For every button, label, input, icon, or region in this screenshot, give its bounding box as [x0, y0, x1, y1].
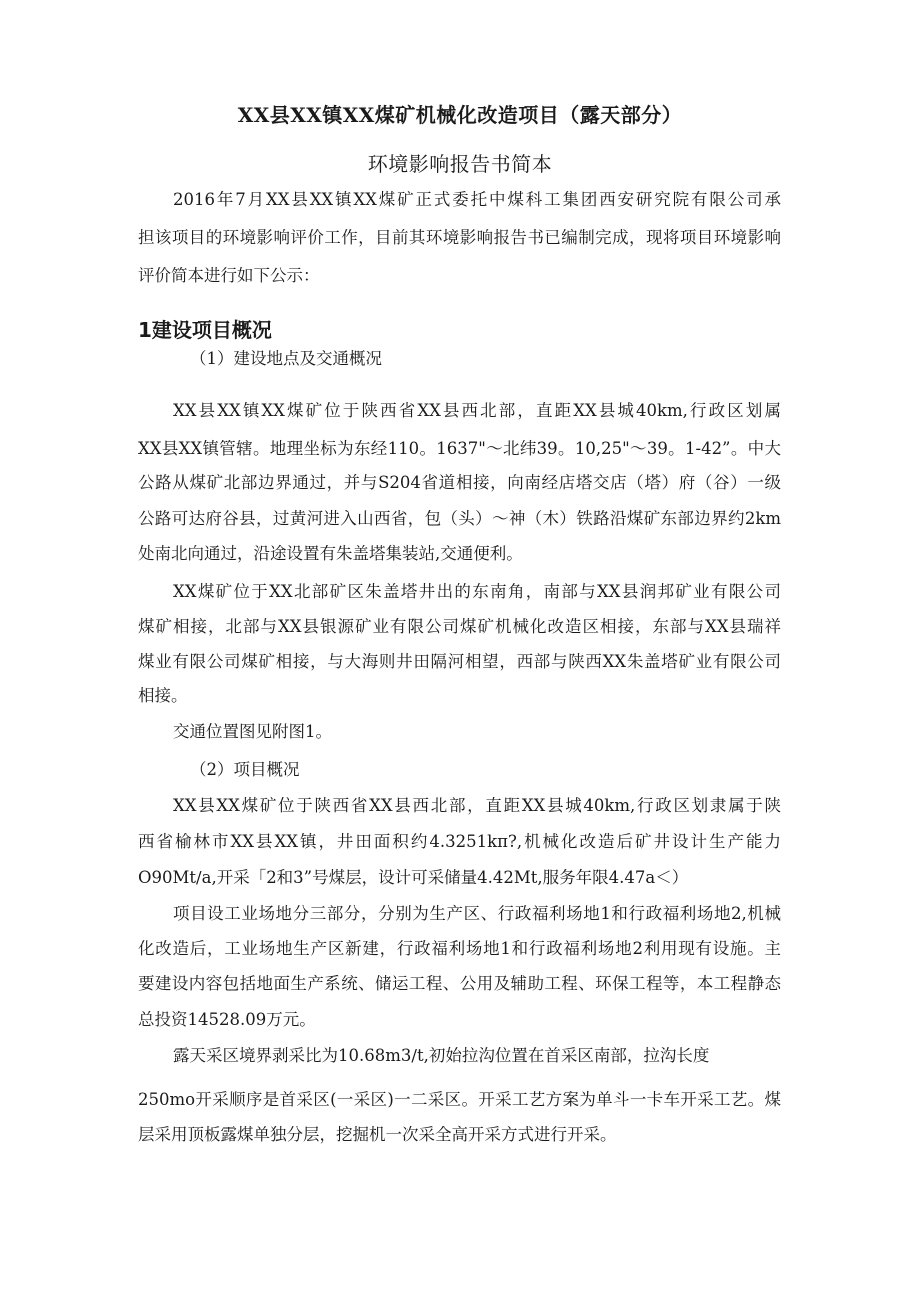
paragraph-line: 总投资14528.09万元。 — [138, 1010, 316, 1029]
subsection-heading: （2）项目概况 — [190, 760, 300, 779]
document-title: XX县XX镇XX煤矿机械化改造项目（露天部分） — [237, 103, 683, 127]
paragraph-line: 要建设内容包括地面生产系统、储运工程、公用及辅助工程、环保工程等，本工程静态 — [138, 974, 781, 993]
paragraph-line: 化改造后，工业场地生产区新建，行政福利场地1和行政福利场地2利用现有设施。主 — [138, 939, 781, 958]
paragraph-line: XX县XX镇XX煤矿位于陕西省XX县西北部，直距XX县城40km,行政区划属 — [173, 401, 781, 420]
intro-line: 担该项目的环境影响评价工作，目前其环境影响报告书已编制完成，现将项目环境影响 — [138, 228, 781, 247]
paragraph-line: 露天采区境界剥采比为10.68m3∕t,初始拉沟位置在首采区南部，拉沟长度 — [173, 1046, 710, 1065]
paragraph-line: 项目设工业场地分三部分，分别为生产区、行政福利场地1和行政福利场地2,机械 — [173, 904, 781, 923]
paragraph-line: XX县XX镇管辖。地理坐标为东经110。1637"～北纬39。10,25"～39。1-42”。中大 — [138, 439, 781, 458]
paragraph-line: 层采用顶板露煤单独分层，挖掘机一次采全高开采方式进行开采。 — [138, 1125, 617, 1144]
paragraph-line: 西省榆林市XX县XX镇，井田面积约4.3251kπ?,机械化改造后矿井设计生产能力 — [138, 832, 781, 851]
section-heading: 1建设项目概况 — [138, 318, 272, 342]
paragraph-line: 公路可达府谷县，过黄河进入山西省，包（头）～神（木）铁路沿煤矿东部边界约2km — [138, 509, 781, 528]
subsection-heading: （1）建设地点及交通概况 — [190, 349, 382, 368]
paragraph-line: 250mo开采顺序是首采区(一采区)一二采区。开采工艺方案为单斗一卡车开采工艺。煤 — [138, 1090, 781, 1109]
paragraph-line: 交通位置图见附图1。 — [173, 722, 332, 741]
intro-line: 2016年7月XX县XX镇XX煤矿正式委托中煤科工集团西安研究院有限公司承 — [173, 190, 781, 209]
paragraph-line: 煤业有限公司煤矿相接，与大海则井田隔河相望，西部与陕西XX朱盖塔矿业有限公司 — [138, 652, 781, 671]
document-subtitle: 环境影响报告书简本 — [367, 152, 553, 176]
paragraph-line: 公路从煤矿北部边界通过，并与S204省道相接，向南经店塔交店（塔）府（谷）一级 — [138, 473, 781, 492]
intro-line: 评价简本进行如下公示： — [138, 266, 320, 285]
paragraph-line: 处南北向通过，沿途设置有朱盖塔集装站,交通便利。 — [138, 544, 523, 563]
paragraph-line: XX煤矿位于XX北部矿区朱盖塔井出的东南角，南部与XX县润邦矿业有限公司 — [173, 582, 781, 601]
paragraph-line: O90Mt∕a,开采「2和3”号煤层，设计可采储量4.42Mt,服务年限4.47a＜） — [138, 868, 689, 887]
paragraph-line: 相接。 — [138, 686, 188, 705]
paragraph-line: 煤矿相接，北部与XX县银源矿业有限公司煤矿机械化改造区相接，东部与XX县瑞祥 — [138, 617, 781, 636]
paragraph-line: XX县XX煤矿位于陕西省XX县西北部，直距XX县城40km,行政区划隶属于陕 — [173, 796, 781, 815]
